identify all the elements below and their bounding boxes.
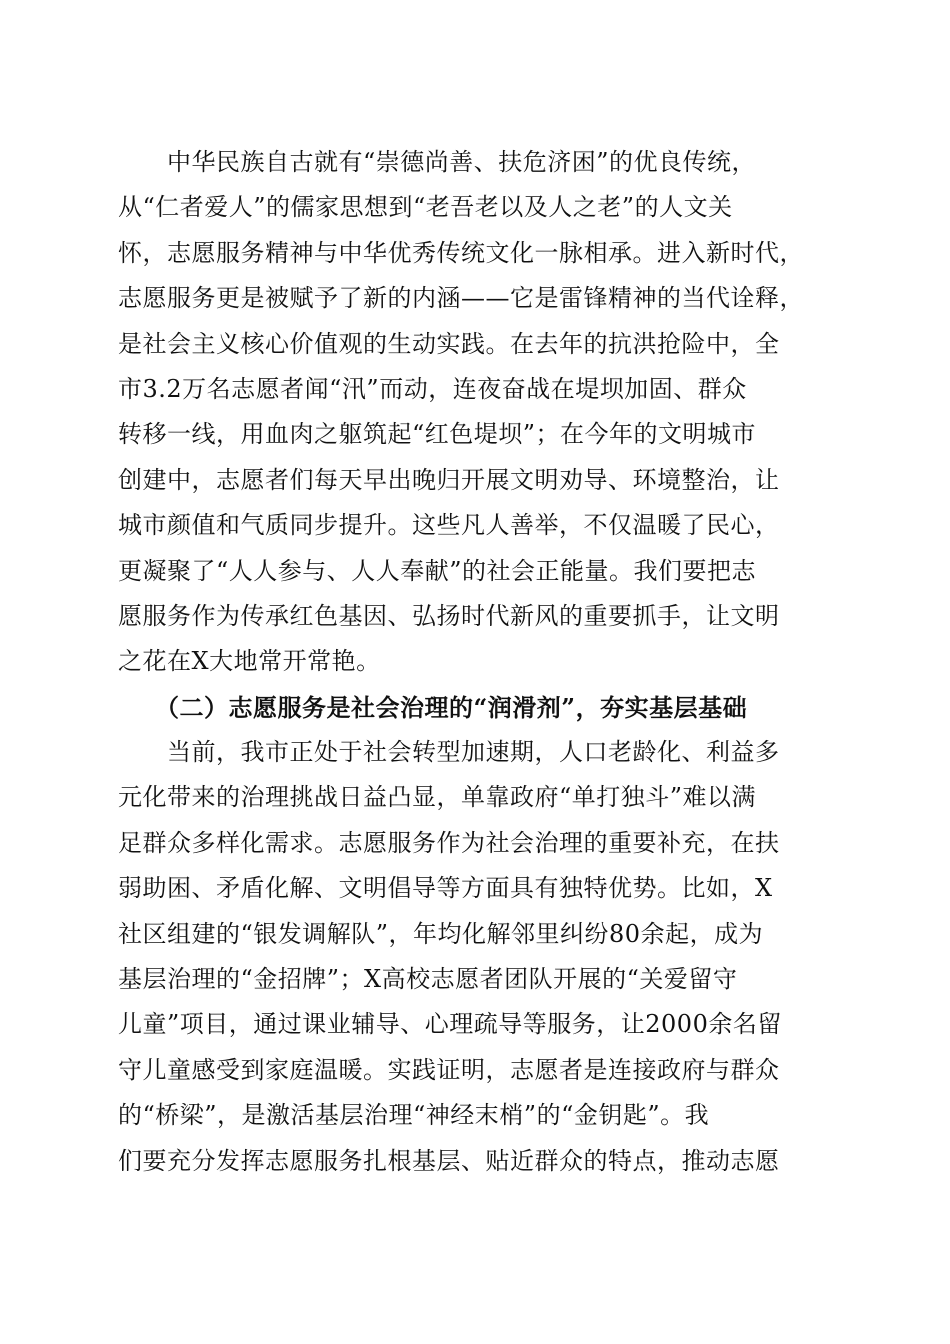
paragraph-line: 元化带来的治理挑战日益凸显，单靠政府“单打独斗”难以满 [118, 783, 757, 812]
paragraph-line: 守儿童感受到家庭温暖。实践证明，志愿者是连接政府与群众 [118, 1055, 780, 1084]
body-text [118, 140, 830, 1184]
paragraph-line: 足群众多样化需求。志愿服务作为社会治理的重要补充，在扶 [118, 828, 780, 857]
paragraph-line: 社区组建的“银发调解队”，年均化解邻里纠纷80余起，成为 [118, 919, 764, 948]
paragraph-line: 怀，志愿服务精神与中华优秀传统文化一脉相承。进入新时代， [118, 238, 804, 267]
paragraph-line: 志愿服务更是被赋予了新的内涵——它是雷锋精神的当代诠释， [118, 284, 804, 313]
paragraph-line: 弱助困、矛盾化解、文明倡导等方面具有独特优势。比如，X [118, 874, 773, 903]
paragraph-line: 当前，我市正处于社会转型加速期，人口老龄化、利益多 [118, 738, 780, 767]
paragraph-line: 城市颜值和气质同步提升。这些凡人善举，不仅温暖了民心， [118, 511, 780, 540]
paragraph-line: 基层治理的“金招牌”；X高校志愿者团队开展的“关爱留守 [118, 965, 738, 994]
paragraph-line: 之花在X大地常开常艳。 [118, 647, 381, 676]
paragraph-line: 愿服务作为传承红色基因、弘扬时代新风的重要抓手，让文明 [118, 601, 780, 630]
paragraph-line: 是社会主义核心价值观的生动实践。在去年的抗洪抢险中，全 [118, 329, 780, 358]
paragraph-line: 的“桥梁”，是激活基层治理“神经末梢”的“金钥匙”。我 [118, 1101, 710, 1130]
paragraph-line: 中华民族自古就有“崇德尚善、扶危济困”的优良传统， [118, 148, 757, 176]
paragraph-line: 市3.2万名志愿者闻“汛”而动，连夜奋战在堤坝加固、群众 [118, 374, 747, 403]
paragraph-line: 创建中，志愿者们每天早出晚归开展文明劝导、环境整治，让 [118, 465, 780, 494]
paragraph-line: 转移一线，用血肉之躯筑起“红色堤坝”；在今年的文明城市 [118, 420, 757, 449]
section-heading: （二）志愿服务是社会治理的“润滑剂”，夯实基层基础 [118, 692, 748, 722]
paragraph-line: 更凝聚了“人人参与、人人奉献”的社会正能量。我们要把志 [118, 556, 757, 585]
paragraph-line: 从“仁者爱人”的儒家思想到“老吾老以及人之老”的人文关 [118, 193, 733, 222]
paragraph-line: 儿童”项目，通过课业辅导、心理疏导等服务，让2000余名留 [118, 1010, 782, 1039]
paragraph-line: 们要充分发挥志愿服务扎根基层、贴近群众的特点，推动志愿 [118, 1146, 780, 1175]
